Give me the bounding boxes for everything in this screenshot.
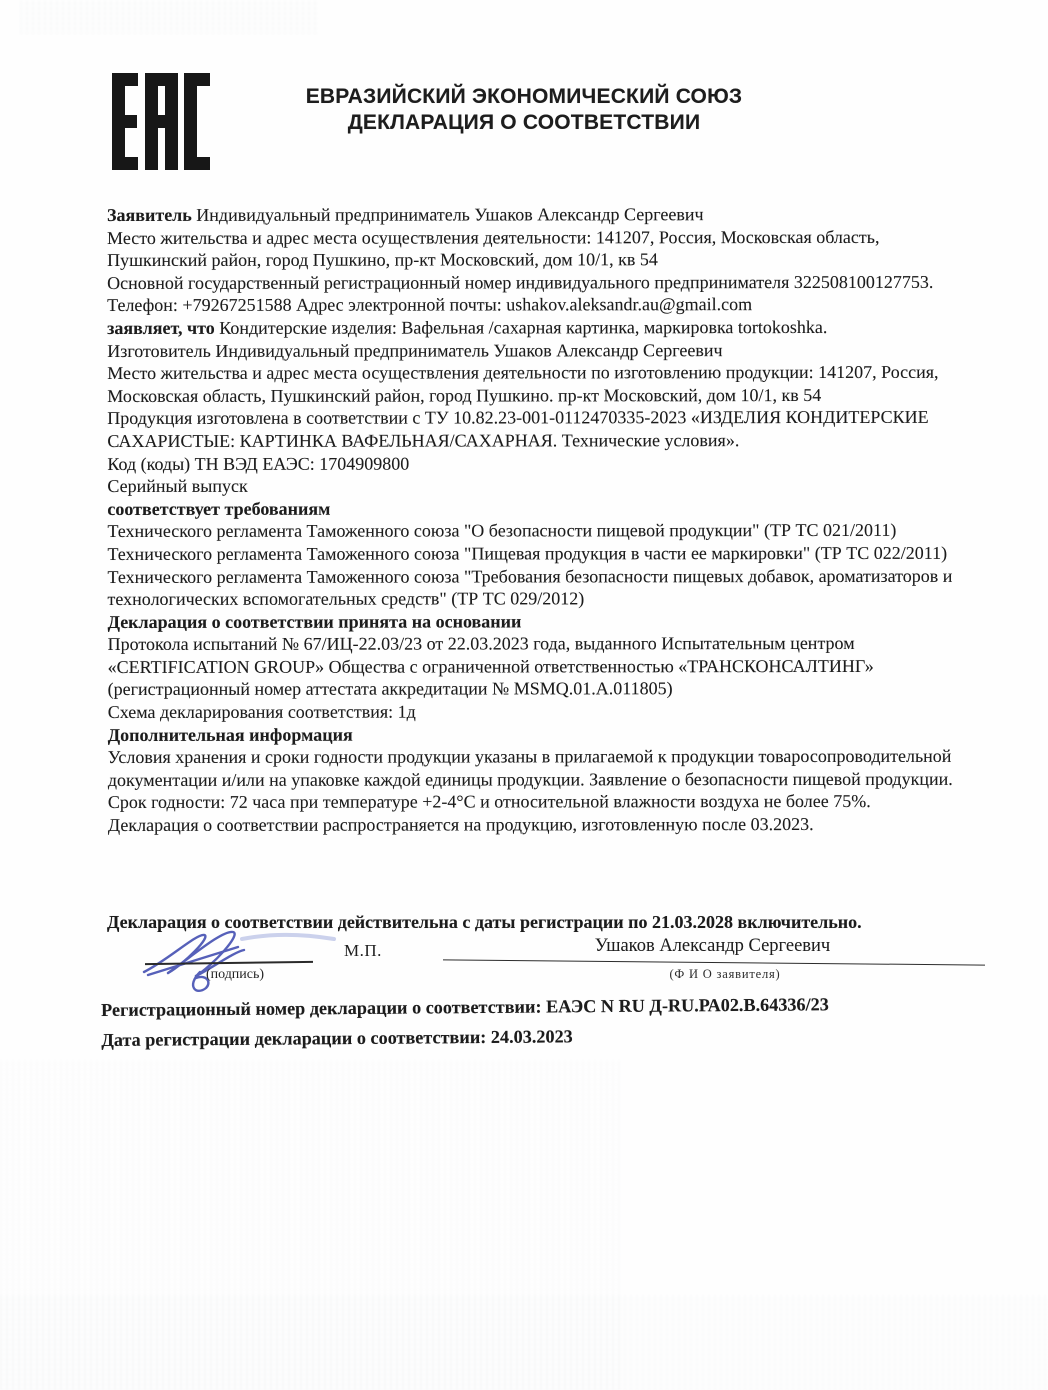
body-paragraph: Место жительства и адрес места осуществления деятельности по изготовлению продукции: 141207, Россия, Московская область, Пушкинский район, город Пушкино. пр-кт Московский, дом 10/1, кв 54 <box>107 361 939 406</box>
registration-number-label: Регистрационный номер декларации о соответствии: <box>101 996 542 1020</box>
body-paragraph: Серийный выпуск <box>107 475 248 497</box>
registration-date-value: 24.03.2023 <box>490 1026 573 1047</box>
union-title: ЕВРАЗИЙСКИЙ ЭКОНОМИЧЕСКИЙ СОЮЗ <box>305 85 743 108</box>
registration-date-label: Дата регистрации декларации о соответствии: <box>101 1026 487 1050</box>
body-paragraph: Технического регламента Таможенного союза "Требования безопасности пищевых добавок, ароматизаторов и технологических вспомогательных средств" (ТР ТС 029/2012) <box>107 565 953 610</box>
body-paragraph: Место жительства и адрес места осуществления деятельности: 141207, Россия, Московская область, Пушкинский район, город Пушкино, пр-кт Московский, дом 10/1, кв 54 <box>107 226 880 271</box>
applicant-name: Ушаков Александр Сергеевич <box>594 936 831 956</box>
body-paragraph: Код (коды) ТН ВЭД ЕАЭС: 1704909800 <box>107 453 410 474</box>
scan-noise <box>0 1060 620 1390</box>
body-paragraph: Продукция изготовлена в соответствии с ТУ 10.82.23-001-0112470335-2023 «ИЗДЕЛИЯ КОНДИТЕРСКИЕ САХАРИСТЫЕ: КАРТИНКА ВАФЕЛЬНАЯ/САХАРНАЯ. Технические условия». <box>107 407 929 451</box>
registration-number-value: ЕАЭС N RU Д-RU.РА02.В.64336/23 <box>545 994 829 1017</box>
body-paragraph: Заявитель Индивидуальный предприниматель Ушаков Александр Сергеевич <box>107 204 704 225</box>
body-paragraph: соответствует требованиям <box>107 498 331 519</box>
stamp-placeholder-label: М.П. <box>344 941 382 960</box>
body-paragraph: Дополнительная информация <box>107 724 353 745</box>
scan-noise <box>0 1295 1048 1390</box>
declaration-body <box>107 203 956 837</box>
signature-caption: (подпись) <box>205 967 265 982</box>
document-header <box>0 84 1048 136</box>
body-paragraph: Телефон: +79267251588 Адрес электронной почты: ushakov.aleksandr.au@gmail.com <box>107 294 753 316</box>
body-paragraph: Технического регламента Таможенного союза "О безопасности пищевой продукции" (ТР ТС 021/2011) <box>107 520 897 542</box>
registration-date-line <box>101 1022 1001 1051</box>
body-paragraph: Протокола испытаний № 67/ИЦ-22.03/23 от 22.03.2023 года, выданного Испытательным центром «CERTIFICATION GROUP» Общества с ограниченной ответственностью «ТРАНСКОНСАЛТИНГ» (регистрационный номер аттестата аккредитации № MSMQ.01.A.011805) <box>107 633 874 700</box>
applicant-name-caption: (Ф И О заявителя) <box>669 967 781 981</box>
body-paragraph: Основной государственный регистрационный номер индивидуального предпринимателя 322508100127753. <box>107 271 934 293</box>
body-paragraph: Схема декларирования соответствия: 1д <box>107 701 416 723</box>
body-paragraph: Изготовитель Индивидуальный предприниматель Ушаков Александр Сергеевич <box>107 339 723 361</box>
document-title: ДЕКЛАРАЦИЯ О СООТВЕТСТВИИ <box>347 111 701 134</box>
registration-block <box>101 992 1001 1059</box>
applicant-name-line <box>443 959 985 965</box>
registration-number-line <box>101 992 1001 1021</box>
validity-statement: Декларация о соответствии действительна с даты регистрации по 21.03.2028 включительно. <box>107 912 862 932</box>
body-paragraph: Условия хранения и сроки годности продукции указаны в прилагаемой к продукции товаросопроводительной документации и/или на упаковке каждой единицы продукции. Заявление о безопасности пищевой продукции. Срок годности: 72 часа при температуре +2-4°С и относительной влажности воздуха не более 75%. Декларация о соответствии распространяется на продукцию, изготовленную после 03.2023. <box>107 746 953 836</box>
scan-noise <box>20 0 320 34</box>
body-paragraph: заявляет, что Кондитерские изделия: Вафельная /сахарная картинка, маркировка tortokoshka. <box>107 316 828 338</box>
body-paragraph: Декларация о соответствии принята на основании <box>107 611 522 632</box>
body-paragraph: Технического регламента Таможенного союза "Пищевая продукция в части ее маркировки" (ТР ТС 022/2011) <box>107 542 948 564</box>
